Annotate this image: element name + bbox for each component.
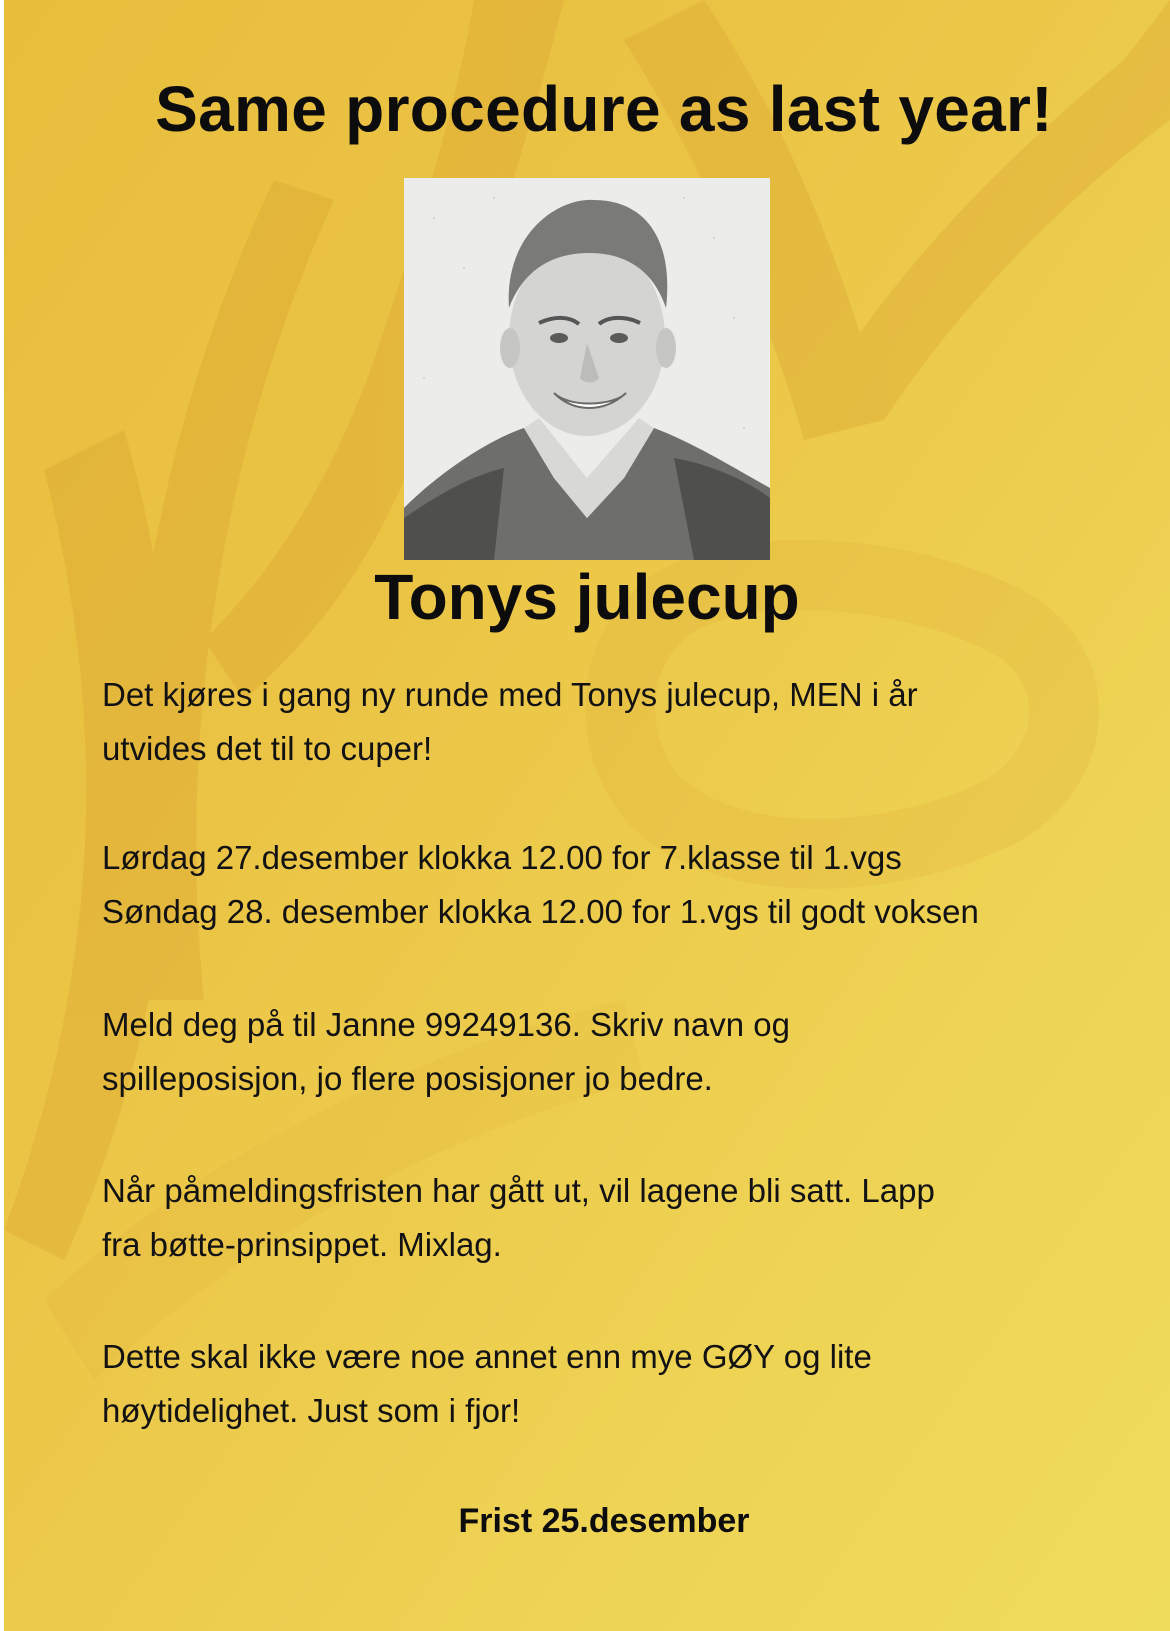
teams-line-2: fra bøtte-prinsippet. Mixlag.: [102, 1226, 502, 1263]
teams-paragraph: [102, 1164, 1102, 1272]
sunday-schedule: Søndag 28. desember klokka 12.00 for 1.vgs til godt voksen: [102, 893, 979, 930]
fun-line-2: høytidelighet. Just som i fjor!: [102, 1392, 521, 1429]
poster: [4, 0, 1170, 1631]
intro-line-1: Det kjøres i gang ny runde med Tonys julecup, MEN i år: [102, 676, 918, 713]
poster-title: Same procedure as last year!: [155, 73, 1053, 145]
fun-line-1: Dette skal ikke være noe annet enn mye GØY og lite: [102, 1338, 872, 1375]
pencil-sketch-portrait: [404, 178, 770, 560]
fun-paragraph: [102, 1330, 1002, 1438]
intro-paragraph: [102, 668, 1032, 776]
schedule-paragraph: [102, 831, 1142, 939]
saturday-schedule: Lørdag 27.desember klokka 12.00 for 7.klasse til 1.vgs: [102, 839, 902, 876]
teams-line-1: Når påmeldingsfristen har gått ut, vil lagene bli satt. Lapp: [102, 1172, 935, 1209]
signup-line-2: spilleposisjon, jo flere posisjoner jo bedre.: [102, 1060, 713, 1097]
signup-paragraph: [102, 998, 1002, 1106]
intro-line-2: utvides det til to cuper!: [102, 730, 433, 767]
signup-line-1: Meld deg på til Janne 99249136. Skriv navn og: [102, 1006, 790, 1043]
deadline: Frist 25.desember: [458, 1502, 750, 1540]
event-name: Tonys julecup: [374, 561, 800, 633]
